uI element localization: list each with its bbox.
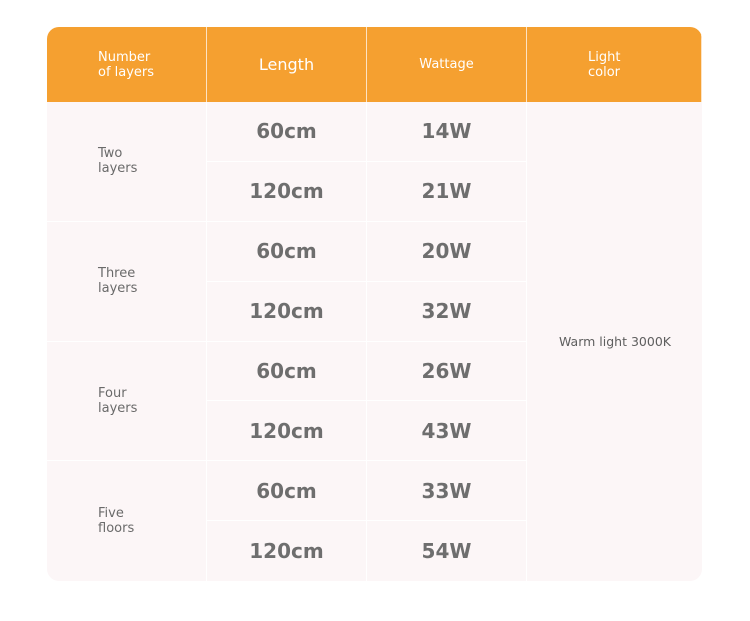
length-cell: 60cm bbox=[207, 222, 367, 282]
length-cell: 120cm bbox=[207, 401, 367, 461]
wattage-cell: 32W bbox=[367, 282, 527, 342]
length-cell: 60cm bbox=[207, 102, 367, 162]
layer-label: Three layers bbox=[98, 266, 138, 297]
length-cell: 60cm bbox=[207, 461, 367, 521]
light-color-cell: Warm light 3000K bbox=[559, 334, 671, 349]
header-layers bbox=[47, 27, 207, 102]
spec-table bbox=[47, 27, 702, 581]
wattage-cell: 33W bbox=[367, 461, 527, 521]
header-light-color-label: Light color bbox=[588, 49, 621, 80]
layer-label: Two layers bbox=[98, 146, 138, 177]
length-cell: 120cm bbox=[207, 162, 367, 222]
length-cell: 60cm bbox=[207, 342, 367, 402]
header-light-color bbox=[527, 27, 702, 102]
header-layers-label: Number of layers bbox=[98, 49, 155, 80]
layer-cell bbox=[47, 342, 207, 462]
layer-label: Four layers bbox=[98, 385, 138, 416]
layer-cell bbox=[47, 222, 207, 342]
wattage-cell: 54W bbox=[367, 521, 527, 581]
wattage-cell: 26W bbox=[367, 342, 527, 402]
wattage-cell: 14W bbox=[367, 102, 527, 162]
wattage-cell: 43W bbox=[367, 401, 527, 461]
header-length-label: Length bbox=[258, 55, 315, 74]
wattage-cell: 20W bbox=[367, 222, 527, 282]
layer-cell bbox=[47, 102, 207, 222]
layer-cell bbox=[47, 461, 207, 581]
header-wattage bbox=[367, 27, 527, 102]
header-length bbox=[207, 27, 367, 102]
length-cell: 120cm bbox=[207, 521, 367, 581]
layer-label: Five floors bbox=[98, 506, 135, 537]
length-cell: 120cm bbox=[207, 282, 367, 342]
wattage-cell: 21W bbox=[367, 162, 527, 222]
header-wattage-label: Wattage bbox=[419, 57, 474, 72]
